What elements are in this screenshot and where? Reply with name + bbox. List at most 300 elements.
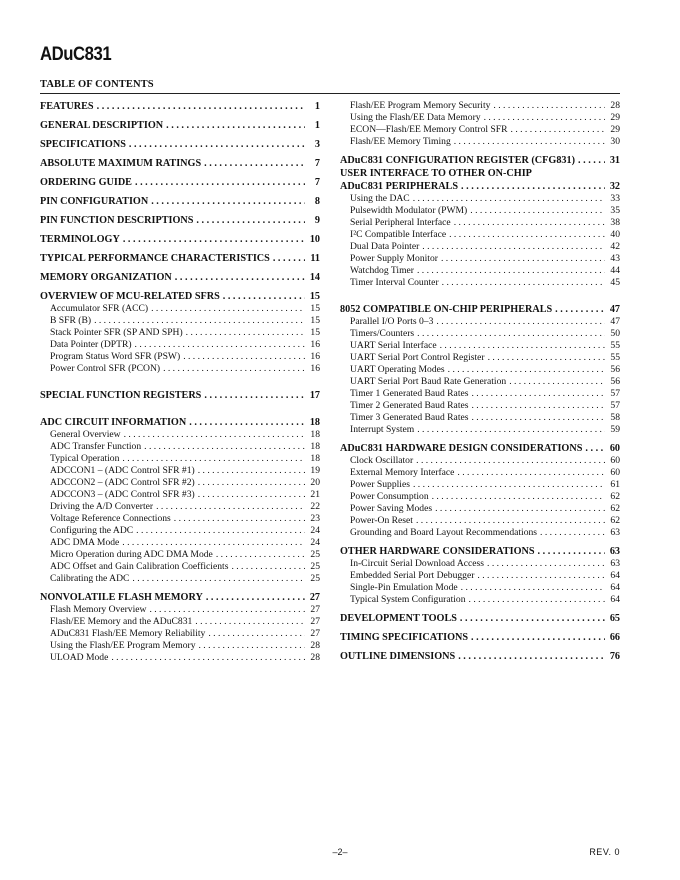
toc-entry-page: 16 — [310, 363, 320, 374]
toc-entry-label: Power-On Reset — [350, 515, 413, 526]
dot-leader — [122, 537, 305, 549]
toc-entry-page: 1 — [314, 120, 320, 131]
page-number: –2– — [332, 847, 348, 857]
toc-entry-label: Timer 1 Generated Baud Rates — [350, 388, 469, 399]
toc-entry-label: Timer 2 Generated Baud Rates — [350, 400, 469, 411]
toc-entry-label: ULOAD Mode — [50, 652, 109, 663]
toc-entry-label: SPECIFICATIONS — [40, 139, 126, 150]
toc-entry-section — [40, 416, 320, 429]
toc-entry-section — [340, 545, 620, 558]
dot-leader — [208, 628, 305, 640]
dot-leader — [231, 561, 305, 573]
dot-leader — [487, 558, 605, 570]
dot-leader — [166, 119, 305, 132]
toc-entry-subsection — [40, 604, 320, 616]
dot-leader — [413, 479, 605, 491]
toc-entry-label: Flash/EE Memory Timing — [350, 136, 451, 147]
toc-entry-label: Stack Pointer SFR (SP AND SPH) — [50, 327, 183, 338]
toc-entry-label: Power Saving Modes — [350, 503, 433, 514]
toc-entry-subsection — [340, 364, 620, 376]
dot-leader — [123, 233, 305, 246]
toc-entry-label: Flash/EE Program Memory Security — [350, 100, 491, 111]
toc-entry-label: Clock Oscillator — [350, 455, 414, 466]
dot-leader — [136, 525, 305, 537]
toc-entry-page: 15 — [309, 291, 320, 302]
toc-entry-subsection — [340, 277, 620, 289]
dot-leader — [413, 193, 605, 205]
toc-entry-page: 25 — [310, 561, 320, 572]
toc-entry-subsection — [40, 477, 320, 489]
toc-entry-section — [40, 389, 320, 402]
toc-entry-label: ABSOLUTE MAXIMUM RATINGS — [40, 158, 202, 169]
toc-entry-page: 29 — [610, 112, 620, 123]
toc-entry-page: 8 — [314, 196, 320, 207]
toc-entry-label: Typical System Configuration — [350, 594, 466, 605]
toc-entry-subsection — [340, 253, 620, 265]
toc-entry-page: 56 — [610, 364, 620, 375]
toc-entry-subsection — [40, 429, 320, 441]
dot-leader — [442, 277, 605, 289]
toc-entry-page: 64 — [610, 594, 620, 605]
dot-leader — [189, 416, 305, 429]
toc-entry-subsection — [340, 100, 620, 112]
toc-entry-page: 16 — [310, 351, 320, 362]
toc-entry-label: ADC DMA Mode — [50, 537, 120, 548]
dot-leader — [135, 176, 305, 189]
dot-leader — [432, 491, 605, 503]
toc-entry-label: Typical Operation — [50, 453, 120, 464]
toc-entry-page: 20 — [310, 477, 320, 488]
toc-entry-page: 27 — [310, 616, 320, 627]
toc-entry-section — [340, 631, 620, 644]
toc-entry-subsection — [340, 193, 620, 205]
toc-entry-label: ORDERING GUIDE — [40, 177, 132, 188]
dot-leader — [454, 136, 605, 148]
toc-entry-subsection — [340, 527, 620, 539]
toc-entry-page: 29 — [610, 124, 620, 135]
toc-entry-label: DEVELOPMENT TOOLS — [340, 613, 457, 624]
dot-leader — [417, 424, 605, 436]
dot-leader — [206, 591, 305, 604]
dot-leader — [183, 351, 305, 363]
dot-leader — [448, 364, 605, 376]
toc-entry-subsection — [40, 616, 320, 628]
toc-entry-label: In-Circuit Serial Download Access — [350, 558, 485, 569]
toc-entry-label: GENERAL DESCRIPTION — [40, 120, 164, 131]
toc-entry-label: Flash/EE Memory and the ADuC831 — [50, 616, 193, 627]
dot-leader — [469, 594, 605, 606]
toc-entry-page: 27 — [310, 604, 320, 615]
toc-entry-page: 62 — [610, 503, 620, 514]
toc-entry-label: Single-Pin Emulation Mode — [350, 582, 458, 593]
toc-entry-section — [340, 442, 620, 455]
toc-entry-page: 55 — [610, 340, 620, 351]
toc-entry-page: 3 — [314, 139, 320, 150]
toc-entry-subsection — [340, 582, 620, 594]
toc-entry-page: 24 — [310, 525, 320, 536]
dot-leader — [195, 616, 305, 628]
dot-leader — [555, 303, 605, 316]
toc-entry-label: Dual Data Pointer — [350, 241, 420, 252]
dot-leader — [163, 363, 305, 375]
toc-entry-page: 7 — [314, 158, 320, 169]
toc-entry-section — [40, 195, 320, 208]
dot-leader — [441, 253, 605, 265]
dot-leader — [422, 241, 605, 253]
dot-leader — [477, 570, 605, 582]
toc-entry-label: ADCCON3 – (ADC Control SFR #3) — [50, 489, 195, 500]
toc-entry-page: 27 — [310, 628, 320, 639]
dot-leader — [149, 604, 305, 616]
toc-entry-page: 44 — [610, 265, 620, 276]
dot-leader — [124, 429, 305, 441]
toc-entry-subsection — [40, 351, 320, 363]
toc-entry-label: OUTLINE DIMENSIONS — [340, 651, 456, 662]
toc-entry-label: Calibrating the ADC — [50, 573, 130, 584]
dot-leader — [199, 640, 306, 652]
toc-entry-section — [40, 290, 320, 303]
toc-entry-subsection — [40, 315, 320, 327]
toc-entry-page: 63 — [609, 546, 620, 557]
toc-entry-subsection — [340, 558, 620, 570]
toc-entry-subsection — [340, 491, 620, 503]
toc-entry-label: 8052 COMPATIBLE ON-CHIP PERIPHERALS — [340, 304, 553, 315]
toc-entry-label: Timer 3 Generated Baud Rates — [350, 412, 469, 423]
toc-entry-label: Interrupt System — [350, 424, 415, 435]
toc-entry-page: 18 — [310, 429, 320, 440]
toc-entry-section — [340, 303, 620, 316]
toc-entry-subsection — [40, 465, 320, 477]
toc-entry-label: ADC Offset and Gain Calibration Coefficients — [50, 561, 229, 572]
toc-entry-label: Timers/Counters — [350, 328, 415, 339]
toc-entry-page: 60 — [610, 455, 620, 466]
toc-entry-page: 27 — [309, 592, 320, 603]
toc-entry-subsection — [40, 339, 320, 351]
toc-entry-page: 15 — [310, 303, 320, 314]
toc-entry-page: 47 — [609, 304, 620, 315]
toc-entry-subsection — [340, 412, 620, 424]
toc-entry-subsection — [340, 467, 620, 479]
toc-entry-subsection — [40, 640, 320, 652]
toc-entry-label: ADC Transfer Function — [50, 441, 142, 452]
toc-entry-label: Embedded Serial Port Debugger — [350, 570, 475, 581]
toc-entry-label: ADuC831 PERIPHERALS — [340, 181, 459, 192]
dot-leader — [509, 376, 605, 388]
dot-leader — [585, 442, 605, 455]
toc-entry-subsection — [340, 316, 620, 328]
dot-leader — [216, 549, 305, 561]
toc-entry-label: Pulsewidth Modulator (PWM) — [350, 205, 468, 216]
toc-entry-label: UART Serial Port Baud Rate Generation — [350, 376, 507, 387]
toc-entry-page: 18 — [310, 453, 320, 464]
toc-entry-page: 25 — [310, 549, 320, 560]
toc-entry-page: 28 — [610, 100, 620, 111]
toc-entry-page: 40 — [610, 229, 620, 240]
toc-entry-label: I²C Compatible Interface — [350, 229, 447, 240]
toc-entry-page: 15 — [310, 327, 320, 338]
toc-entry-page: 64 — [610, 582, 620, 593]
toc-entry-section — [40, 252, 320, 265]
dot-leader — [461, 180, 605, 193]
toc-entry-page: 18 — [310, 441, 320, 452]
toc-entry-page: 42 — [610, 241, 620, 252]
dot-leader — [471, 388, 605, 400]
toc-entry-label: PIN CONFIGURATION — [40, 196, 149, 207]
toc-entry-page: 57 — [610, 388, 620, 399]
dot-leader — [94, 315, 305, 327]
toc-entry-page: 16 — [310, 339, 320, 350]
toc-entry-section — [340, 154, 620, 167]
dot-leader — [488, 352, 605, 364]
toc-entry-subsection — [340, 515, 620, 527]
toc-entry-subsection — [340, 455, 620, 467]
toc-entry-label: Accumulator SFR (ACC) — [50, 303, 149, 314]
toc-entry-label: External Memory Interface — [350, 467, 455, 478]
toc-entry-subsection — [40, 489, 320, 501]
toc-entry-label: Using the DAC — [350, 193, 410, 204]
toc-entry-section — [40, 233, 320, 246]
toc-entry-page: 10 — [309, 234, 320, 245]
toc-entry-label: Data Pointer (DPTR) — [50, 339, 132, 350]
dot-leader — [416, 515, 605, 527]
dot-leader — [186, 327, 305, 339]
toc-entry-page: 65 — [609, 613, 620, 624]
dot-leader — [484, 112, 605, 124]
toc-entry-label: Using the Flash/EE Program Memory — [50, 640, 196, 651]
toc-entry-subsection — [40, 652, 320, 664]
toc-entry-subsection — [40, 441, 320, 453]
toc-entry-page: 64 — [610, 570, 620, 581]
toc-entry-page: 50 — [610, 328, 620, 339]
dot-leader — [273, 252, 305, 265]
toc-entry-page: 24 — [310, 537, 320, 548]
dot-leader — [578, 154, 605, 167]
dot-leader — [435, 503, 605, 515]
toc-entry-subsection — [340, 479, 620, 491]
dot-leader — [175, 271, 305, 284]
dot-leader — [471, 400, 605, 412]
toc-entry-page: 18 — [309, 417, 320, 428]
toc-entry-page: 38 — [610, 217, 620, 228]
toc-entry-label: ADC CIRCUIT INFORMATION — [40, 417, 187, 428]
toc-entry-page: 30 — [610, 136, 620, 147]
dot-leader — [144, 441, 305, 453]
toc-entry-subsection — [340, 594, 620, 606]
toc-entry-subsection — [340, 340, 620, 352]
toc-entry-subsection — [340, 229, 620, 241]
dot-leader — [458, 650, 605, 663]
toc-entry-label: Driving the A/D Converter — [50, 501, 154, 512]
toc-entry-section — [40, 271, 320, 284]
toc-entry-label: ADuC831 Flash/EE Memory Reliability — [50, 628, 206, 639]
dot-leader — [540, 527, 605, 539]
dot-leader — [204, 389, 305, 402]
toc-entry-section — [40, 591, 320, 604]
toc-entry-page: 33 — [610, 193, 620, 204]
toc-entry-page: 59 — [610, 424, 620, 435]
toc-entry-page: 25 — [310, 573, 320, 584]
toc-entry-subsection — [340, 388, 620, 400]
toc-entry-label: UART Serial Interface — [350, 340, 437, 351]
toc-heading: TABLE OF CONTENTS — [40, 79, 154, 90]
dot-leader — [198, 465, 305, 477]
toc-entry-page: 22 — [310, 501, 320, 512]
dot-leader — [471, 631, 605, 644]
toc-entry-subsection — [340, 217, 620, 229]
toc-entry-page: 60 — [609, 443, 620, 454]
dot-leader — [440, 340, 605, 352]
dot-leader — [461, 582, 605, 594]
toc-entry-label: ADCCON2 – (ADC Control SFR #2) — [50, 477, 195, 488]
toc-entry-page: 23 — [310, 513, 320, 524]
toc-entry-page: 57 — [610, 400, 620, 411]
toc-entry-label: OTHER HARDWARE CONSIDERATIONS — [340, 546, 535, 557]
toc-entry-label: Power Consumption — [350, 491, 429, 502]
toc-entry-page: 19 — [310, 465, 320, 476]
toc-entry-label: Program Status Word SFR (PSW) — [50, 351, 181, 362]
toc-entry-subsection — [340, 400, 620, 412]
dot-leader — [111, 652, 305, 664]
toc-entry-subsection — [40, 525, 320, 537]
toc-entry-page: 56 — [610, 376, 620, 387]
toc-entry-page: 11 — [310, 253, 320, 264]
toc-entry-label: Power Supply Monitor — [350, 253, 438, 264]
toc-entry-label: Watchdog Timer — [350, 265, 414, 276]
toc-entry-subsection — [40, 573, 320, 585]
dot-leader — [151, 195, 305, 208]
toc-entry-page: 63 — [610, 558, 620, 569]
toc-entry-label: UART Serial Port Control Register — [350, 352, 485, 363]
toc-entry-label: NONVOLATILE FLASH MEMORY — [40, 592, 203, 603]
toc-entry-heading — [340, 167, 620, 180]
toc-entry-label: Voltage Reference Connections — [50, 513, 171, 524]
toc-entry-page: 28 — [310, 652, 320, 663]
toc-entry-label: UART Operating Modes — [350, 364, 445, 375]
toc-entry-label: ADuC831 CONFIGURATION REGISTER (CFG831) — [340, 155, 575, 166]
toc-entry-label: PIN FUNCTION DESCRIPTIONS — [40, 215, 194, 226]
toc-entry-section — [40, 157, 320, 170]
dot-leader — [151, 303, 305, 315]
toc-entry-subsection — [340, 205, 620, 217]
toc-entry-page: 9 — [314, 215, 320, 226]
header-rule — [40, 93, 620, 94]
toc-entry-label: Timer Interval Counter — [350, 277, 439, 288]
toc-entry-label: Configuring the ADC — [50, 525, 134, 536]
toc-entry-subsection — [340, 570, 620, 582]
toc-entry-page: 76 — [609, 651, 620, 662]
toc-entry-label: Parallel I/O Ports 0–3 — [350, 316, 434, 327]
toc-entry-subsection — [40, 549, 320, 561]
toc-entry-subsection — [340, 328, 620, 340]
toc-entry-label: TERMINOLOGY — [40, 234, 120, 245]
toc-entry-label: ADCCON1 – (ADC Control SFR #1) — [50, 465, 195, 476]
toc-entry-label: TIMING SPECIFICATIONS — [340, 632, 469, 643]
toc-entry-page: 62 — [610, 491, 620, 502]
toc-entry-subsection — [40, 327, 320, 339]
toc-entry-section — [40, 214, 320, 227]
toc-entry-subsection — [40, 628, 320, 640]
toc-entry-page: 66 — [609, 632, 620, 643]
toc-entry-page: 1 — [314, 101, 320, 112]
toc-entry-label: Flash Memory Overview — [50, 604, 147, 615]
toc-entry-page: 45 — [610, 277, 620, 288]
dot-leader — [174, 513, 305, 525]
toc-entry-subsection — [340, 424, 620, 436]
toc-entry-page: 63 — [610, 527, 620, 538]
toc-entry-label: Grounding and Board Layout Recommendations — [350, 527, 538, 538]
toc-entry-page: 60 — [610, 467, 620, 478]
dot-leader — [454, 217, 605, 229]
toc-entry-subsection — [40, 453, 320, 465]
toc-entry-page: 47 — [610, 316, 620, 327]
toc-entry-label: Micro Operation during ADC DMA Mode — [50, 549, 213, 560]
dot-leader — [460, 612, 605, 625]
dot-leader — [417, 328, 605, 340]
toc-entry-subsection — [40, 501, 320, 513]
toc-entry-subsection — [340, 376, 620, 388]
toc-entry-label: ADuC831 HARDWARE DESIGN CONSIDERATIONS — [340, 443, 583, 454]
toc-entry-page: 28 — [310, 640, 320, 651]
dot-leader — [122, 453, 305, 465]
dot-leader — [538, 545, 605, 558]
toc-entry-label: Power Supplies — [350, 479, 410, 490]
dot-leader — [129, 138, 305, 151]
toc-entry-label: MEMORY ORGANIZATION — [40, 272, 172, 283]
toc-entry-section — [40, 119, 320, 132]
toc-entry-label: General Overview — [50, 429, 121, 440]
toc-entry-page: 61 — [610, 479, 620, 490]
dot-leader — [449, 229, 605, 241]
toc-right-column — [340, 100, 620, 663]
toc-entry-page: 55 — [610, 352, 620, 363]
toc-entry-subsection — [340, 241, 620, 253]
toc-entry-page: 32 — [609, 181, 620, 192]
dot-leader — [204, 157, 305, 170]
toc-entry-section — [340, 650, 620, 663]
dot-leader — [416, 455, 605, 467]
toc-entry-page: 31 — [609, 155, 620, 166]
toc-entry-label: B SFR (B) — [50, 315, 92, 326]
dot-leader — [135, 339, 305, 351]
toc-entry-subsection — [40, 513, 320, 525]
toc-entry-section — [40, 176, 320, 189]
toc-entry-page: 14 — [309, 272, 320, 283]
document-header-title: ADuC831 — [40, 44, 112, 65]
toc-entry-subsection — [340, 124, 620, 136]
toc-entry-section — [340, 180, 620, 193]
toc-entry-subsection — [340, 352, 620, 364]
dot-leader — [417, 265, 605, 277]
toc-entry-page: 35 — [610, 205, 620, 216]
toc-entry-subsection — [340, 112, 620, 124]
toc-entry-subsection — [40, 561, 320, 573]
toc-entry-page: 15 — [310, 315, 320, 326]
dot-leader — [196, 214, 305, 227]
toc-entry-page: 62 — [610, 515, 620, 526]
dot-leader — [470, 205, 605, 217]
toc-entry-page: 58 — [610, 412, 620, 423]
dot-leader — [436, 316, 605, 328]
toc-left-column — [40, 100, 320, 664]
dot-leader — [493, 100, 605, 112]
toc-entry-label: ECON—Flash/EE Memory Control SFR — [350, 124, 508, 135]
toc-entry-section — [340, 612, 620, 625]
toc-entry-subsection — [40, 303, 320, 315]
dot-leader — [223, 290, 305, 303]
toc-entry-subsection — [40, 537, 320, 549]
toc-entry-subsection — [340, 136, 620, 148]
revision-label: REV. 0 — [589, 847, 620, 857]
